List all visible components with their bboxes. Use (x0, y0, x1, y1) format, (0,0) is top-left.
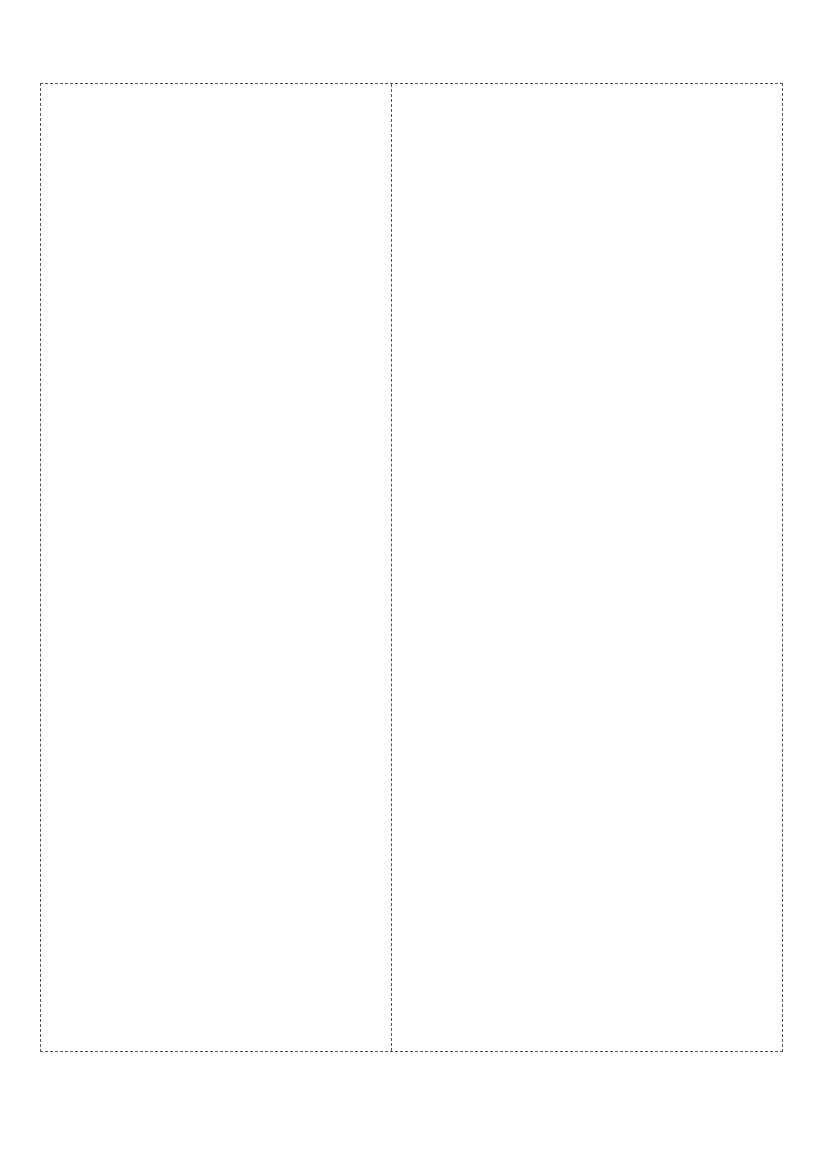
question-card-sheet (40, 83, 783, 1052)
column-divider (391, 84, 392, 1051)
